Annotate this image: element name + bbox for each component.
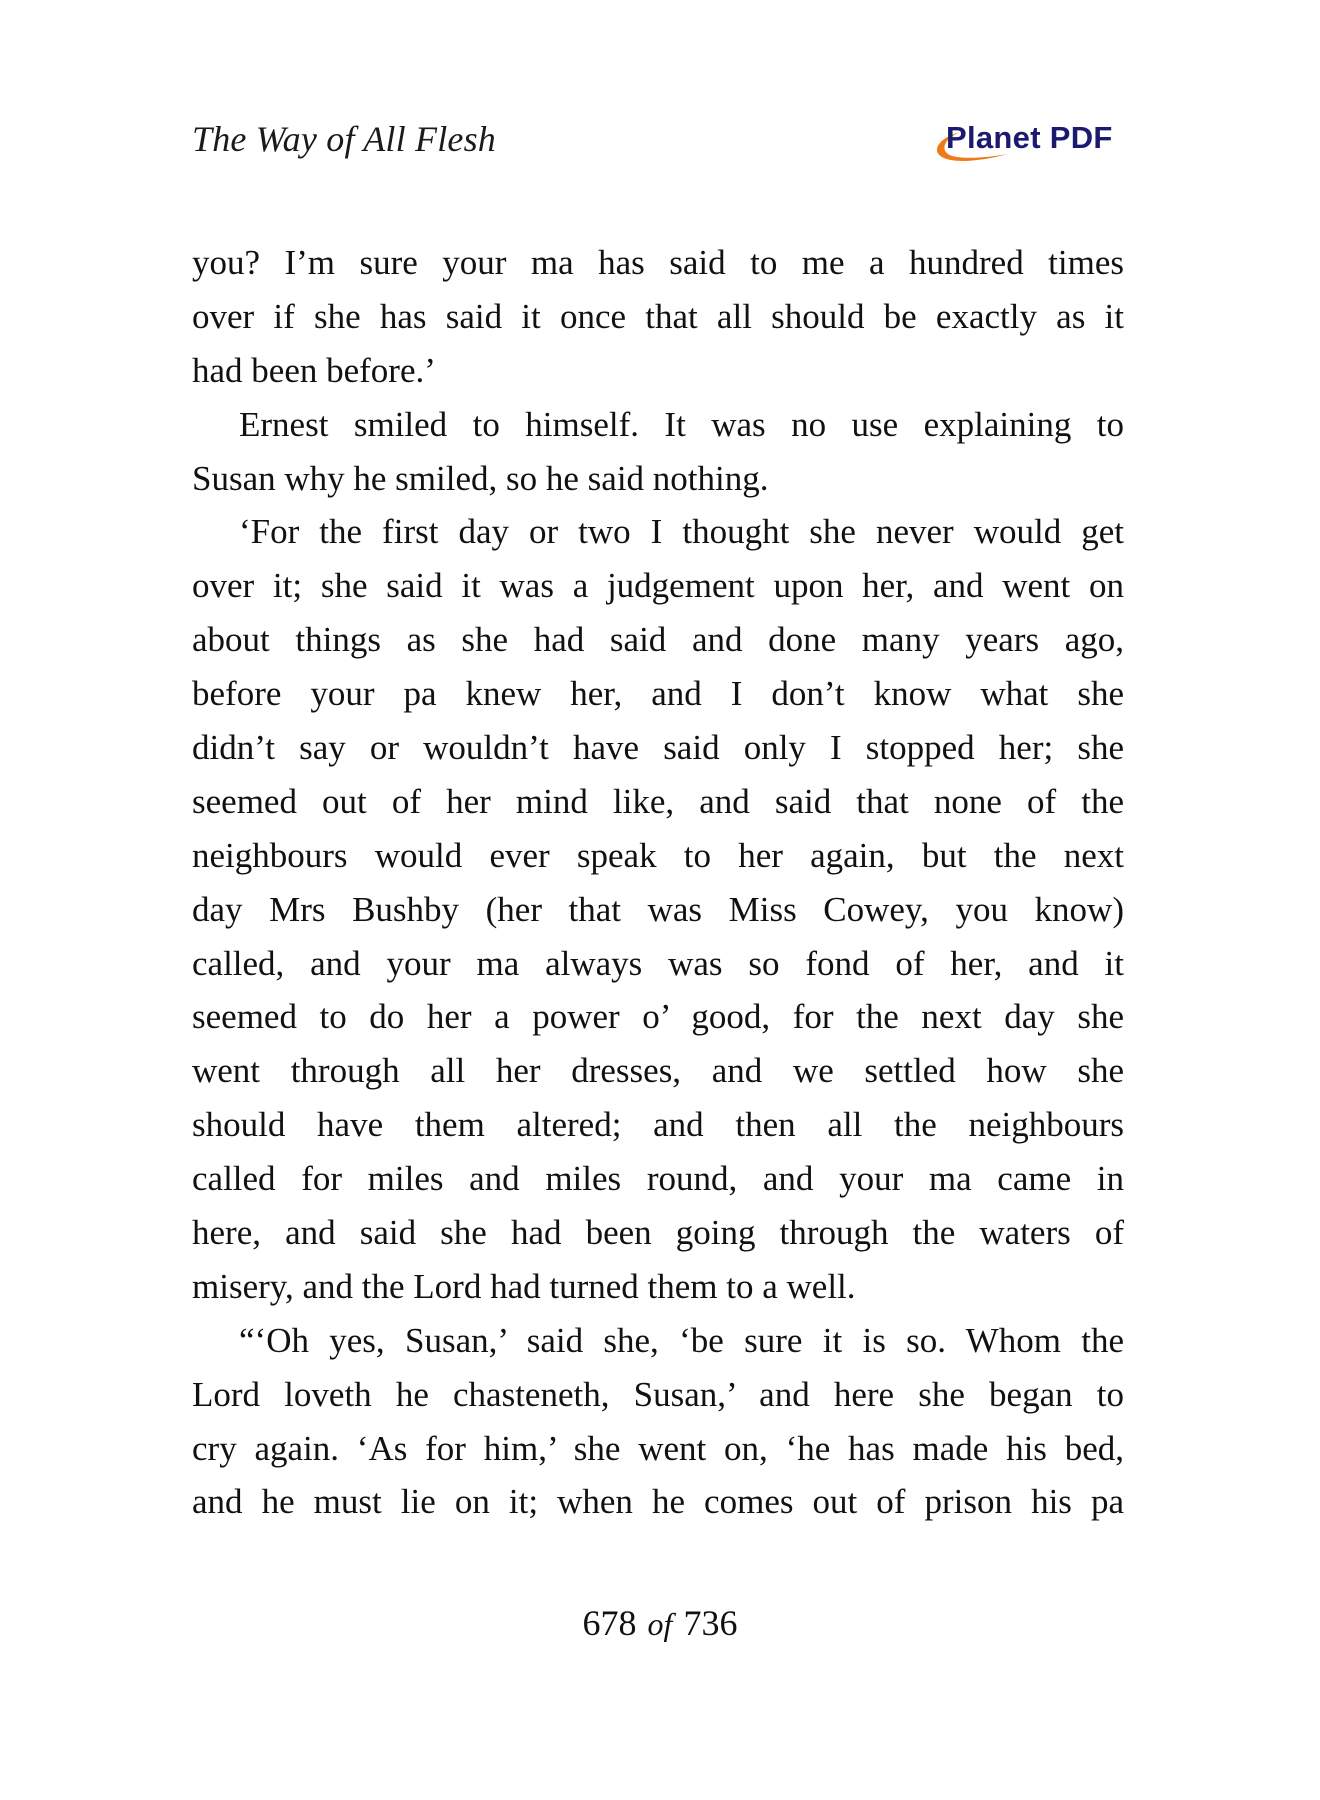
text-line: seemed out of her mind like, and said that none of the xyxy=(192,781,1124,821)
current-page: 678 xyxy=(582,1603,637,1643)
planet-pdf-logo xyxy=(930,118,1130,168)
text-line: over it; she said it was a judgement upon her, and went on xyxy=(192,566,1124,606)
page-number xyxy=(0,1602,1320,1644)
paragraph xyxy=(192,505,1124,1313)
text-line: ‘For the first day or two I thought she never would get xyxy=(239,512,1124,552)
text-line: “‘Oh yes, Susan,’ said she, ‘be sure it is so. Whom the xyxy=(239,1320,1124,1360)
page-of-label: of xyxy=(647,1606,673,1642)
text-line: day Mrs Bushby (her that was Miss Cowey, you know) xyxy=(192,889,1124,929)
text-line: neighbours would ever speak to her again, but the next xyxy=(192,835,1124,875)
text-line: Susan why he smiled, so he said nothing. xyxy=(192,458,769,498)
text-line: Lord loveth he chasteneth, Susan,’ and here she began to xyxy=(192,1374,1124,1414)
text-line: called for miles and miles round, and your ma came in xyxy=(192,1159,1124,1199)
running-head-book-title: The Way of All Flesh xyxy=(192,119,496,159)
paragraph xyxy=(192,398,1124,506)
text-line: you? I’m sure your ma has said to me a hundred times xyxy=(192,243,1124,282)
text-line: and he must lie on it; when he comes out of prison his pa xyxy=(192,1482,1124,1522)
text-line: had been before.’ xyxy=(192,350,436,390)
text-line: didn’t say or wouldn’t have said only I stopped her; she xyxy=(192,728,1124,768)
text-line: about things as she had said and done many years ago, xyxy=(192,620,1124,660)
text-line: should have them altered; and then all the neighbours xyxy=(192,1105,1124,1145)
text-line: before your pa knew her, and I don’t know what she xyxy=(192,674,1124,714)
text-line: Ernest smiled to himself. It was no use explaining to xyxy=(239,404,1124,444)
text-line: cry again. ‘As for him,’ she went on, ‘he has made his bed, xyxy=(192,1428,1124,1468)
text-line: seemed to do her a power o’ good, for the next day she xyxy=(192,997,1124,1037)
page-body xyxy=(192,236,1124,1529)
text-line: here, and said she had been going through the waters of xyxy=(192,1213,1124,1253)
total-pages: 736 xyxy=(683,1603,738,1643)
text-line: over if she has said it once that all should be exactly as it xyxy=(192,296,1124,336)
text-line: called, and your ma always was so fond of her, and it xyxy=(192,943,1124,983)
paragraph xyxy=(192,1314,1124,1530)
paragraph xyxy=(192,236,1124,398)
text-line: misery, and the Lord had turned them to a well. xyxy=(192,1266,856,1306)
logo-text: Planet PDF xyxy=(946,120,1113,155)
text-line: went through all her dresses, and we settled how she xyxy=(192,1051,1124,1091)
